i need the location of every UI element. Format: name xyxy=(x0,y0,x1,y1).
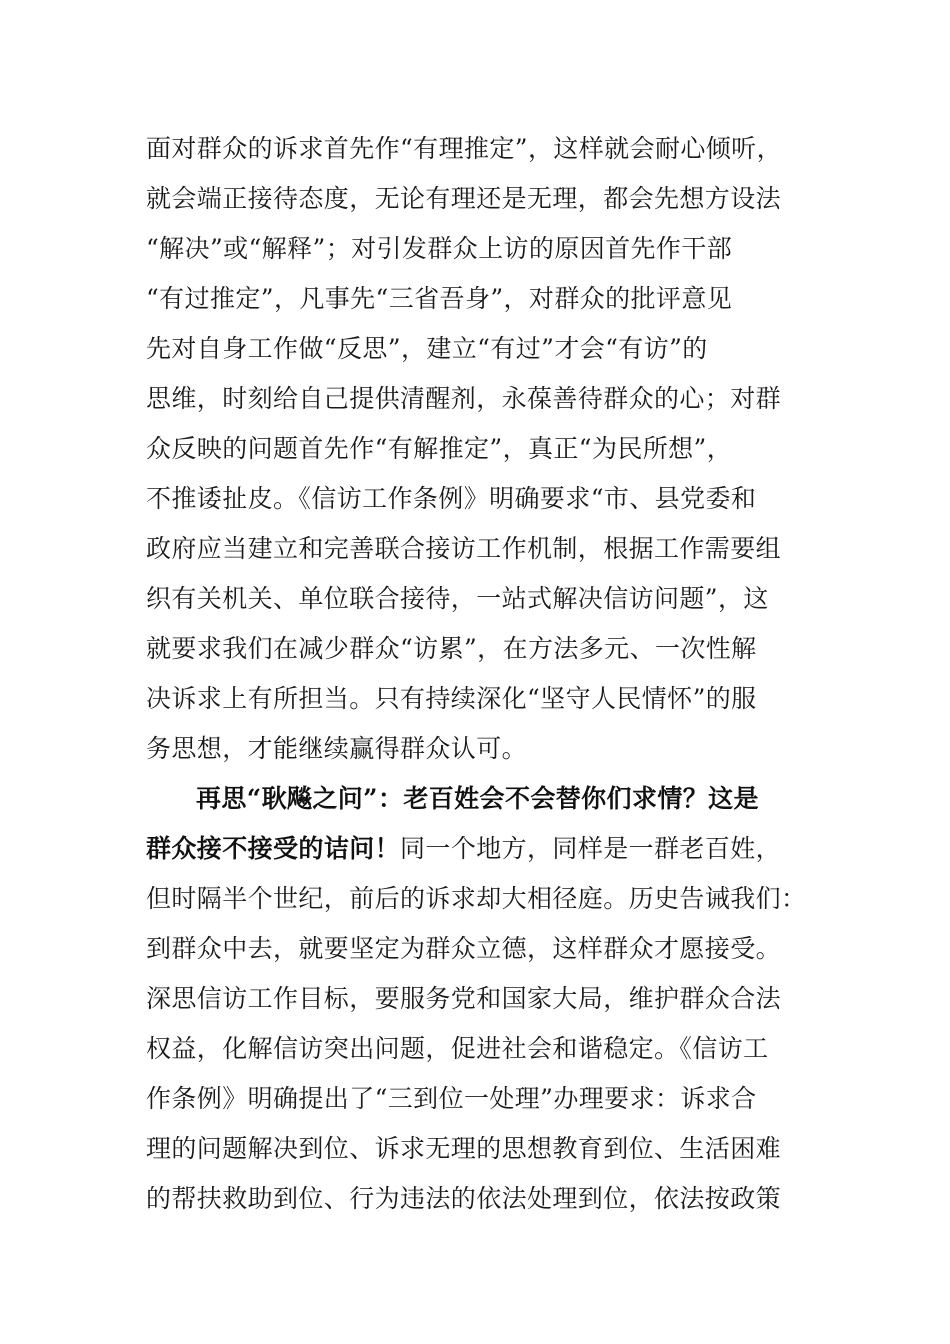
text-line: 到群众中去，就要坚定为群众立德，这样群众才愿接受。 xyxy=(146,934,782,963)
paragraph-1 xyxy=(146,124,806,774)
text-line: 务思想，才能继续赢得群众认可。 xyxy=(146,734,528,763)
text-line: 政府应当建立和完善联合接访工作机制，根据工作需要组 xyxy=(146,534,782,563)
text-line: 理的问题解决到位、诉求无理的思想教育到位、生活困难 xyxy=(146,1134,782,1163)
text-line: “解决”或“解释”；对引发群众上访的原因首先作干部 xyxy=(146,234,733,263)
text-line xyxy=(146,824,806,874)
text-line: 但时隔半个世纪，前后的诉求却大相径庭。历史告诫我们： xyxy=(146,884,807,913)
text-line: 织有关机关、单位联合接待，一站式解决信访问题”，这 xyxy=(146,584,769,613)
text-line: 面对群众的诉求首先作“有理推定”，这样就会耐心倾听， xyxy=(146,134,782,163)
section-heading-line: 再思“耿飚之问”：老百姓会不会替你们求情？这是 xyxy=(196,784,759,813)
text-run: 同一个地方，同样是一群老百姓， xyxy=(400,834,782,863)
text-line: 作条例》明确提出了“三到位一处理”办理要求：诉求合 xyxy=(146,1084,757,1113)
text-line: 就要求我们在减少群众“访累”，在方法多元、一次性解 xyxy=(146,634,757,663)
text-line: 权益，化解信访突出问题，促进社会和谐稳定。《信访工 xyxy=(146,1034,769,1063)
document-body xyxy=(146,124,806,1224)
text-line: 不推诿扯皮。《信访工作条例》明确要求“市、县党委和 xyxy=(146,484,757,513)
text-line: 就会端正接待态度，无论有理还是无理，都会先想方设法 xyxy=(146,184,782,213)
paragraph-2 xyxy=(146,774,806,1224)
text-line: 众反映的问题首先作“有解推定”，真正“为民所想”， xyxy=(146,434,733,463)
text-line: 的帮扶救助到位、行为违法的依法处理到位，依法按政策 xyxy=(146,1184,782,1213)
text-line: 思维，时刻给自己提供清醒剂，永葆善待群众的心；对群 xyxy=(146,384,782,413)
text-line: 先对自身工作做“反思”，建立“有过”才会“有访”的 xyxy=(146,334,708,363)
text-line: 深思信访工作目标，要服务党和国家大局，维护群众合法 xyxy=(146,984,782,1013)
text-line: 决诉求上有所担当。只有持续深化“坚守人民情怀”的服 xyxy=(146,684,757,713)
text-line: “有过推定”，凡事先“三省吾身”，对群众的批评意见 xyxy=(146,284,733,313)
section-heading-tail: 群众接不接受的诘问！ xyxy=(146,834,401,863)
